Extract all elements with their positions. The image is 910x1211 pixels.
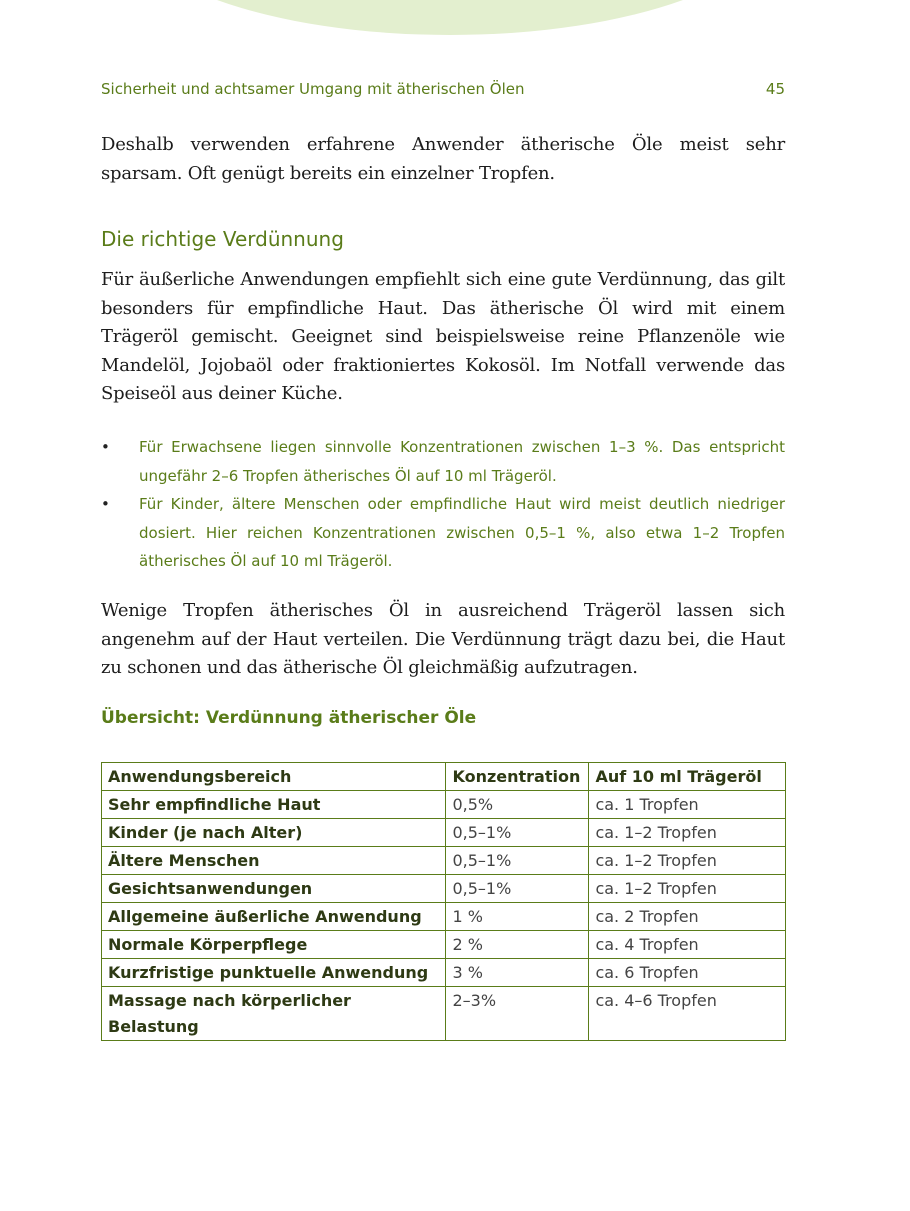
table-cell: Gesichtsanwendungen [102,875,446,903]
dilution-paragraph: Für äußerliche Anwendungen empfiehlt sich eine gute Verdünnung, das gilt besonders für empfindliche Haut. Das ätherische Öl wird mit einem Trägeröl gemischt. Geeignet sind beispielsweise reine Pflanzenöle wie Mandelöl, Jojobaöl oder fraktioniertes Kokosöl. Im Notfall verwende das Speiseöl aus deiner Küche. [101,269,785,404]
table-cell: Ältere Menschen [102,847,446,875]
table-cell: Kurzfristige punktuelle Anwendung [102,959,446,987]
table-cell: 3 % [446,959,589,987]
running-head [101,80,785,98]
table-cell: ca. 1–2 Tropfen [589,819,786,847]
table-cell: ca. 4 Tropfen [589,931,786,959]
column-header: Anwendungsbereich [102,763,446,791]
table-row [102,931,786,959]
column-header: Konzentration [446,763,589,791]
table-cell: 0,5% [446,791,589,819]
table-cell: 2 % [446,931,589,959]
bullet-text: Für Erwachsene liegen sinnvolle Konzentrationen zwischen 1–3 %. Das entspricht ungefähr 2–6 Tropfen ätherisches Öl auf 10 ml Trägeröl. [139,438,785,485]
table-row [102,903,786,931]
table-cell: 1 % [446,903,589,931]
bullet-marker: • [101,495,110,513]
table-cell: ca. 1–2 Tropfen [589,875,786,903]
column-header: Auf 10 ml Trägeröl [589,763,786,791]
table-cell: ca. 6 Tropfen [589,959,786,987]
table-row [102,959,786,987]
bullet-marker: • [101,438,110,456]
table-row [102,847,786,875]
table-cell: ca. 1–2 Tropfen [589,847,786,875]
table-cell: 2–3% [446,987,589,1041]
table-row [102,791,786,819]
table-cell: ca. 4–6 Tropfen [589,987,786,1041]
running-title: Sicherheit und achtsamer Umgang mit ätherischen Ölen [101,80,525,98]
table-cell: ca. 1 Tropfen [589,791,786,819]
table-cell: Allgemeine äußerliche Anwendung [102,903,446,931]
bullet-list [101,433,785,576]
dilution-table [101,762,786,1041]
table-row [102,819,786,847]
table-header-row [102,763,786,791]
bullet-text: Für Kinder, ältere Menschen oder empfindliche Haut wird meist deutlich niedriger dosiert. Hier reichen Konzentrationen zwischen 0,5–1 %, also etwa 1–2 Tropfen ätherisches Öl auf 10 ml Trägeröl. [139,495,785,570]
table-cell: Normale Körperpflege [102,931,446,959]
table-cell: 0,5–1% [446,875,589,903]
decorative-header-arc [120,0,780,35]
closing-paragraph: Wenige Tropfen ätherisches Öl in ausreichend Trägeröl lassen sich angenehm auf der Haut verteilen. Die Verdünnung trägt dazu bei, die Haut zu schonen und das ätherische Öl gleichmäßig aufzutragen. [101,600,785,678]
table-cell: 0,5–1% [446,819,589,847]
table-cell: ca. 2 Tropfen [589,903,786,931]
table-title: Übersicht: Verdünnung ätherischer Öle [101,708,477,728]
table-row [102,875,786,903]
table-cell: Kinder (je nach Alter) [102,819,446,847]
list-item [101,490,785,576]
table-cell: 0,5–1% [446,847,589,875]
intro-paragraph: Deshalb verwenden erfahrene Anwender ätherische Öle meist sehr sparsam. Oft genügt bereits ein einzelner Tropfen. [101,134,785,184]
list-item [101,433,785,490]
page-number: 45 [765,80,785,98]
table-cell: Sehr empfindliche Haut [102,791,446,819]
table-cell: Massage nach körperlicher Belastung [102,987,446,1041]
section-title: Die richtige Verdünnung [101,227,344,251]
table-row [102,987,786,1041]
